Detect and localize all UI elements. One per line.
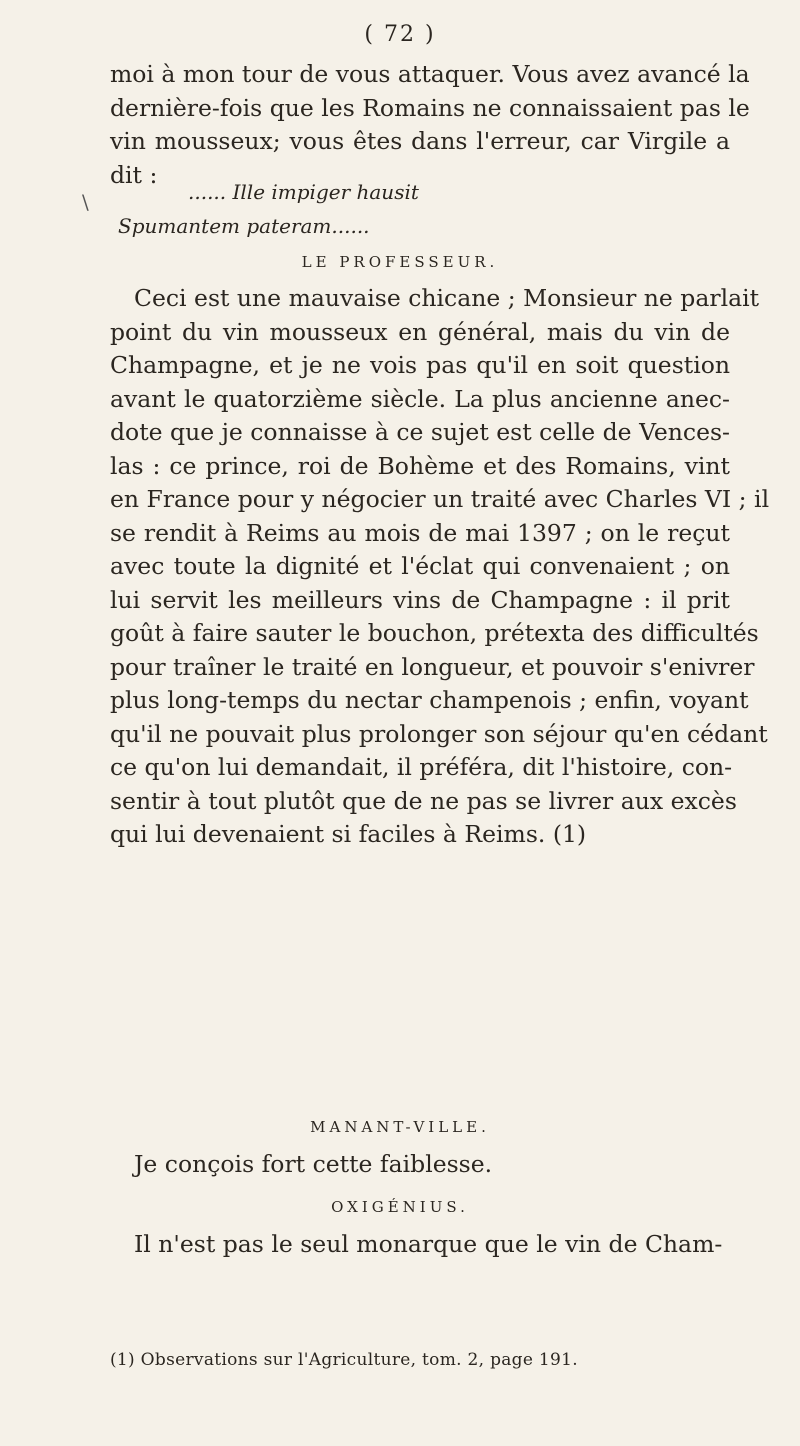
text-line: en France pour y négocier un traité avec Charles VI ; il xyxy=(110,485,770,513)
text-line: sentir à tout plutôt que de ne pas se livrer aux excès xyxy=(110,786,737,815)
text-line: point du vin mousseux en général, mais du vin de xyxy=(110,317,730,346)
closing-text xyxy=(110,1228,730,1262)
page-number: ( 72 ) xyxy=(364,22,436,47)
speaker-heading: LE PROFESSEUR. xyxy=(301,253,499,271)
text-line: qu'il ne pouvait plus prolonger son séjour qu'en cédant xyxy=(110,719,768,748)
text-line: plus long-temps du nectar champenois ; enfin, voyant xyxy=(110,686,749,714)
reply-text xyxy=(110,1148,730,1182)
text-line: dote que je connaisse à ce sujet est celle de Vences- xyxy=(110,418,730,446)
verse-line-2: Spumantem pateram...... xyxy=(118,214,370,238)
text-line: goût à faire sauter le bouchon, prétexta des difficultés xyxy=(110,619,759,647)
verse-line-1: ...... Ille impiger hausit xyxy=(188,180,419,204)
text-line: moi à mon tour de vous attaquer. Vous avez avancé la xyxy=(110,60,750,88)
text-line: ce qu'on lui demandait, il préféra, dit l'histoire, con- xyxy=(110,753,733,781)
main-paragraph xyxy=(110,282,770,852)
text-line: Il n'est pas le seul monarque que le vin de Cham- xyxy=(134,1230,723,1258)
text-line: pour traîner le traité en longueur, et pouvoir s'enivrer xyxy=(110,652,755,681)
text-line: lui servit les meilleurs vins de Champagne : il prit xyxy=(110,585,730,614)
margin-mark: \ xyxy=(82,190,89,214)
speaker-heading: MANANT-VILLE. xyxy=(310,1118,490,1136)
text-line: Champagne, et je ne vois pas qu'il en soit question xyxy=(110,351,730,379)
text-line: las : ce prince, roi de Bohème et des Romains, vint xyxy=(110,451,730,480)
text-line: dit : xyxy=(110,160,158,189)
text-line: avant le quatorzième siècle. La plus ancienne anec- xyxy=(110,384,730,413)
text-line: vin mousseux; vous êtes dans l'erreur, car Virgile a xyxy=(110,127,730,155)
text-line: dernière-fois que les Romains ne connaissaient pas le xyxy=(110,93,750,122)
text-line: avec toute la dignité et l'éclat qui convenaient ; on xyxy=(110,552,730,580)
text-line: qui lui devenaient si faciles à Reims. (1) xyxy=(110,820,587,848)
text-line: Je conçois fort cette faiblesse. xyxy=(134,1150,493,1178)
speaker-heading: OXIGÉNIUS. xyxy=(331,1198,469,1216)
opening-text xyxy=(110,58,750,192)
text-line: se rendit à Reims au mois de mai 1397 ; on le reçut xyxy=(110,518,730,547)
text-line: Ceci est une mauvaise chicane ; Monsieur ne parlait xyxy=(134,284,760,312)
footnote: (1) Observations sur l'Agriculture, tom. 2, page 191. xyxy=(110,1350,578,1370)
